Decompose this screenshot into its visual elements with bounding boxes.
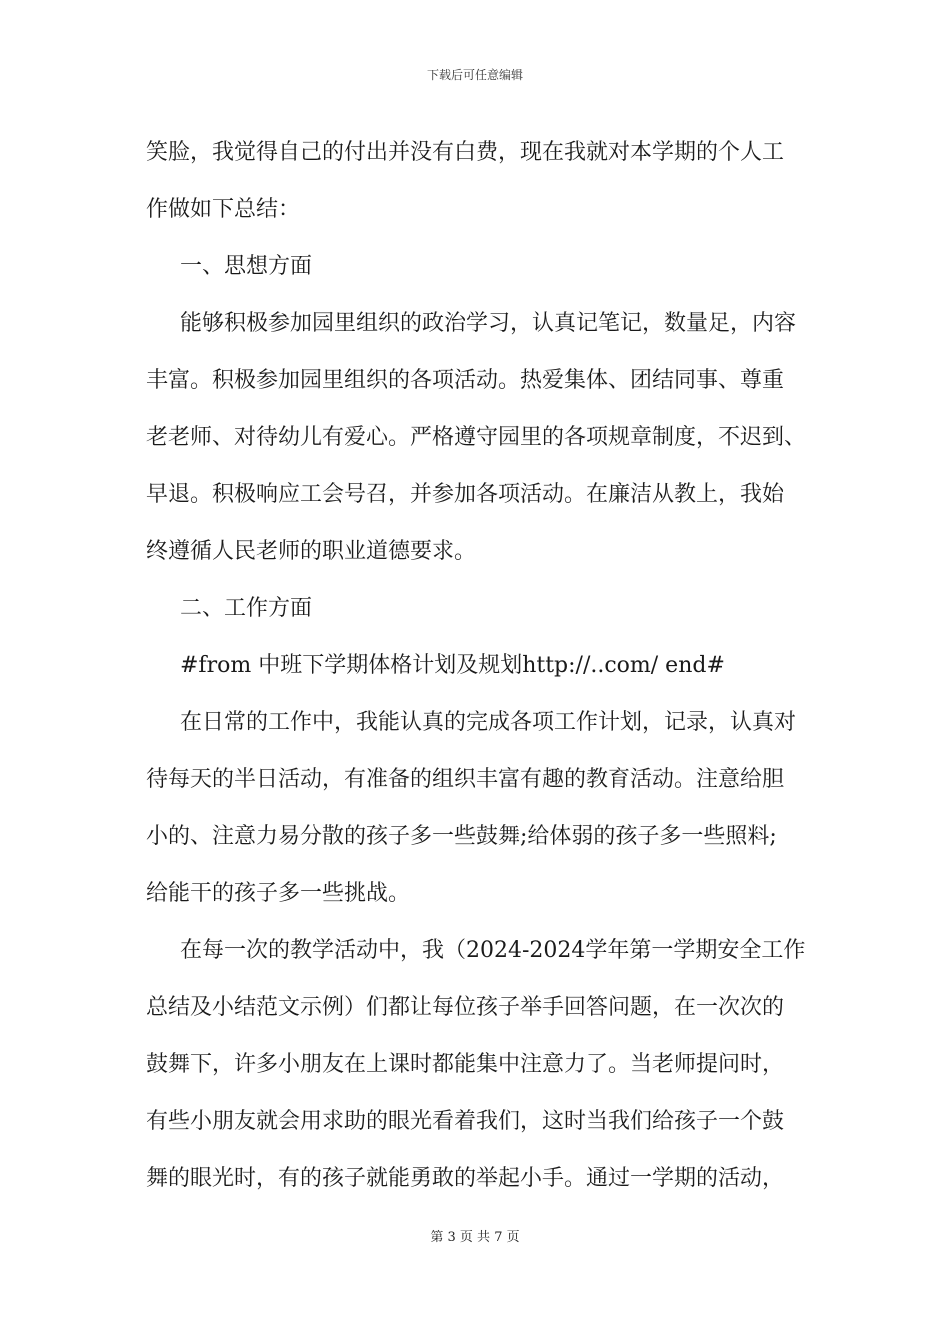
- text-line: 给能干的孩子多一些挑战。: [146, 881, 411, 906]
- text-line: 能够积极参加园里组织的政治学习，认真记笔记，数量足，内容: [180, 311, 797, 336]
- page-header: 下载后可任意编辑: [426, 68, 523, 82]
- text-line: 作做如下总结：: [146, 197, 301, 222]
- text-line: 舞的眼光时，有的孩子就能勇敢的举起小手。通过一学期的活动，: [146, 1166, 785, 1191]
- text-line: 总结及小结范文示例）们都让每位孩子举手回答问题，在一次次的: [146, 995, 785, 1020]
- text-line: 在每一次的教学活动中，我（2024-2024学年第一学期安全工作: [180, 938, 806, 963]
- section-heading-thought: 一、思想方面: [180, 254, 313, 279]
- text-line: 早退。积极响应工会号召，并参加各项活动。在廉洁从教上，我始: [146, 482, 785, 507]
- text-line: 待每天的半日活动，有准备的组织丰富有趣的教育活动。注意给胆: [146, 767, 785, 792]
- text-line: 笑脸，我觉得自己的付出并没有白费，现在我就对本学期的个人工: [146, 140, 785, 165]
- text-line: 有些小朋友就会用求助的眼光看着我们，这时当我们给孩子一个鼓: [146, 1109, 785, 1134]
- text-line: 终遵循人民老师的职业道德要求。: [146, 539, 477, 564]
- source-marker-line: #from 中班下学期体格计划及规划http://..com/ end#: [180, 653, 725, 678]
- section-heading-work: 二、工作方面: [180, 596, 313, 621]
- text-line: 小的、注意力易分散的孩子多一些鼓舞;给体弱的孩子多一些照料;: [146, 824, 777, 849]
- document-body: [146, 131, 826, 1214]
- text-line: 老老师、对待幼儿有爱心。严格遵守园里的各项规章制度，不迟到、: [146, 425, 807, 450]
- text-line: 丰富。积极参加园里组织的各项活动。热爱集体、团结同事、尊重: [146, 368, 785, 393]
- text-line: 在日常的工作中，我能认真的完成各项工作计划，记录，认真对: [180, 710, 797, 735]
- text-line: 鼓舞下，许多小朋友在上课时都能集中注意力了。当老师提问时，: [146, 1052, 785, 1077]
- page-footer: 第 3 页 共 7 页: [430, 1230, 520, 1245]
